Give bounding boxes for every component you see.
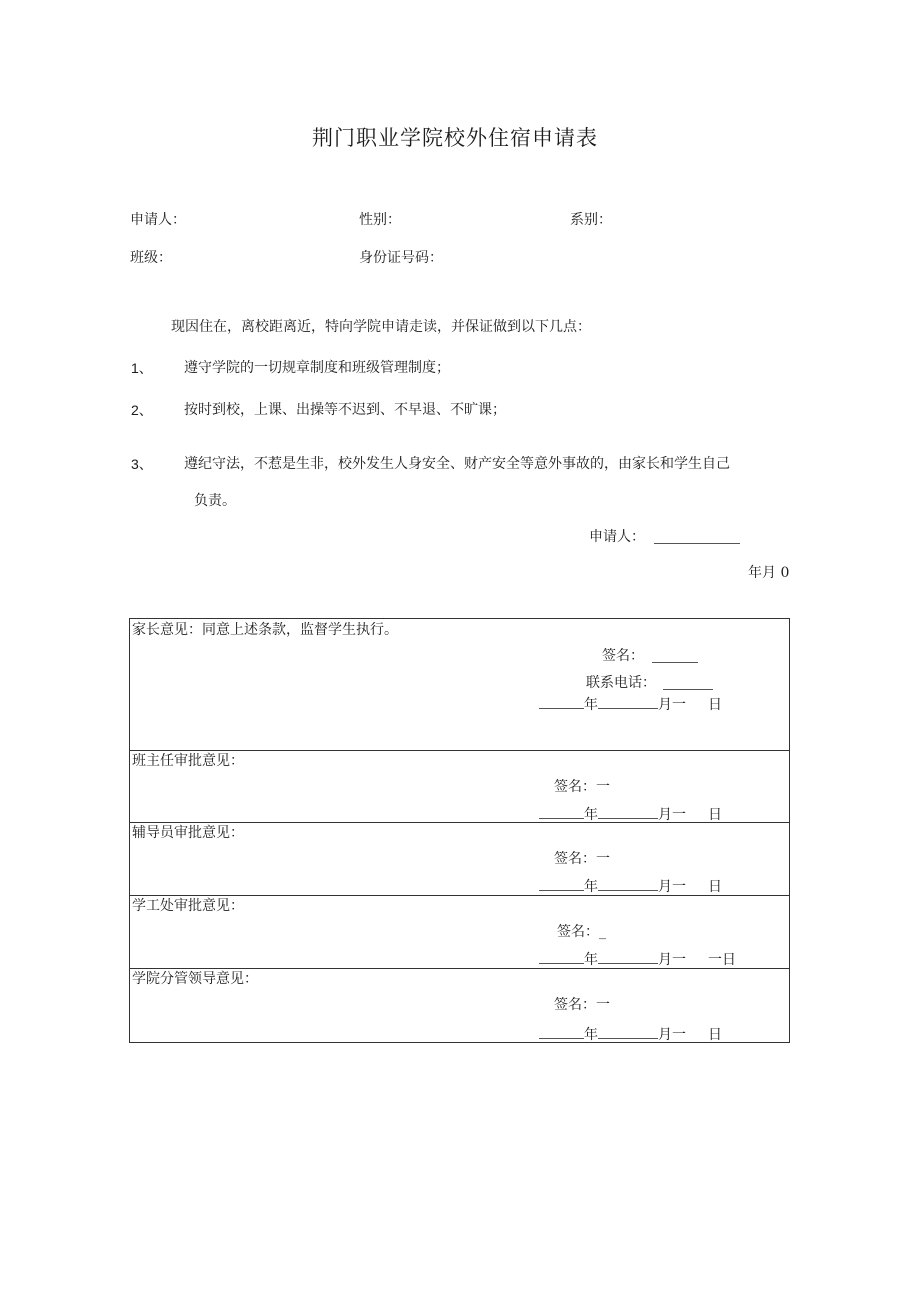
table-divider — [129, 895, 790, 896]
intro-text: 现因住在，离校距离近，特向学院申请走读，并保证做到以下几点： — [171, 319, 591, 335]
month-label: 月一 — [658, 807, 686, 823]
student-affairs-sign-label: 签名：_ — [557, 924, 606, 940]
table-divider — [129, 968, 790, 969]
leadership-sign-label: 签名：一 — [554, 997, 610, 1013]
table-divider — [129, 750, 790, 751]
month-label: 月一 — [658, 952, 686, 968]
applicant-label: 申请人： — [130, 212, 186, 228]
month-label: 月一 — [658, 1027, 686, 1043]
page-title: 荆门职业学院校外住宿申请表 — [312, 126, 598, 150]
item-number-2: 2、 — [131, 402, 153, 418]
item-text-1: 遵守学院的一切规章制度和班级管理制度； — [184, 360, 450, 376]
counselor-opinion-label: 辅导员审批意见： — [132, 825, 244, 841]
department-label: 系别： — [570, 212, 612, 228]
class-teacher-opinion-label: 班主任审批意见： — [132, 753, 244, 769]
item-number-3: 3、 — [131, 456, 153, 472]
class-label: 班级： — [130, 250, 172, 266]
parent-sign-line[interactable] — [652, 650, 698, 663]
class-teacher-date — [539, 806, 722, 822]
year-label: 年 — [584, 697, 598, 713]
day-label: 日 — [708, 807, 722, 823]
year-blank[interactable] — [539, 696, 584, 709]
item-text-2: 按时到校，上课、出操等不迟到、不早退、不旷课； — [184, 402, 506, 418]
month-blank[interactable] — [598, 696, 658, 709]
parent-phone-line[interactable] — [663, 677, 713, 690]
parent-phone-label: 联系电话： — [586, 675, 656, 691]
year-blank[interactable] — [539, 951, 584, 964]
table-divider — [129, 822, 790, 823]
day-label: 日 — [708, 1027, 722, 1043]
day-label: 一日 — [708, 952, 736, 968]
year-blank[interactable] — [539, 1026, 584, 1039]
counselor-sign-label: 签名：一 — [554, 851, 610, 867]
month-blank[interactable] — [598, 1026, 658, 1039]
parent-opinion-label: 家长意见：同意上述条款，监督学生执行。 — [132, 622, 398, 638]
parent-sign-label: 签名： — [602, 648, 644, 664]
month-blank[interactable] — [598, 951, 658, 964]
month-label: 月一 — [658, 697, 686, 713]
year-label: 年 — [584, 879, 598, 895]
item-text-3-continued: 负责。 — [194, 493, 236, 509]
counselor-date — [539, 878, 722, 894]
item-number-1: 1、 — [131, 360, 153, 376]
id-number-label: 身份证号码： — [359, 250, 443, 266]
class-teacher-sign-label: 签名：一 — [554, 779, 610, 795]
leadership-date — [539, 1026, 722, 1042]
year-label: 年 — [584, 952, 598, 968]
year-blank[interactable] — [539, 806, 584, 819]
month-label: 月一 — [658, 879, 686, 895]
month-blank[interactable] — [598, 806, 658, 819]
gender-label: 性别： — [359, 212, 401, 228]
student-affairs-date — [539, 951, 736, 967]
applicant-signature-line[interactable] — [654, 531, 740, 544]
year-blank[interactable] — [539, 878, 584, 891]
item-text-3: 遵纪守法，不惹是生非，校外发生人身安全、财产安全等意外事故的，由家长和学生自己 — [184, 456, 730, 472]
applicant-signature-label: 申请人： — [589, 529, 645, 545]
year-label: 年 — [584, 1027, 598, 1043]
day-label: 日 — [708, 697, 722, 713]
month-blank[interactable] — [598, 878, 658, 891]
application-date: 年月 0 — [748, 565, 790, 581]
year-label: 年 — [584, 807, 598, 823]
day-label: 日 — [708, 879, 722, 895]
leadership-opinion-label: 学院分管领导意见： — [132, 971, 258, 987]
student-affairs-opinion-label: 学工处审批意见： — [132, 898, 244, 914]
parent-date — [539, 696, 722, 712]
